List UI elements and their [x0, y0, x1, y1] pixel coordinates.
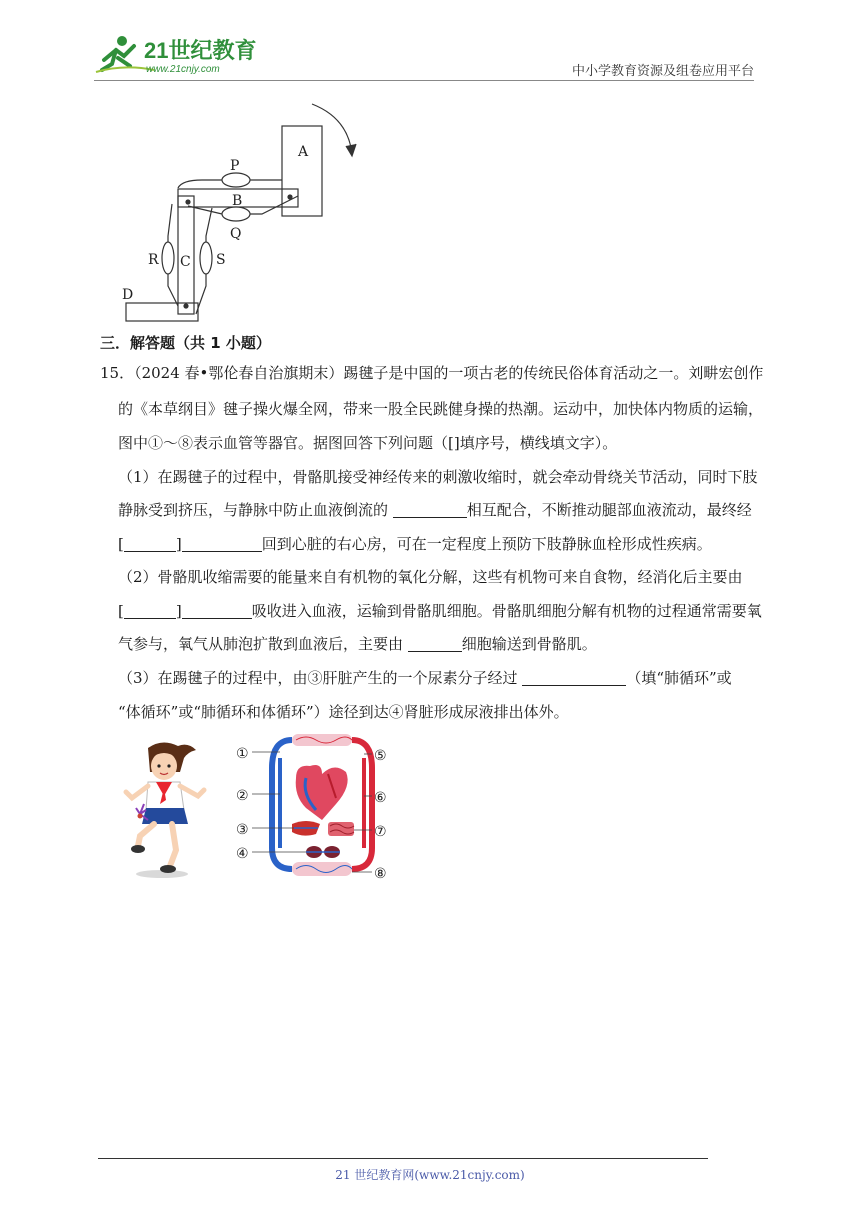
site-logo [94, 34, 264, 78]
label-B: B [232, 193, 243, 209]
bracket-close: ] [175, 602, 182, 620]
bracket-open: [ [118, 602, 124, 620]
answer-blank-4[interactable] [124, 604, 176, 619]
part1-text-b: 相互配合，不断推动腿部血液流动，最终经 [466, 501, 752, 519]
intestine-icon [328, 822, 354, 836]
question-line-1: 15．（2024 春•鄂伦春自治旗期末）踢毽子是中国的一项古老的传统民俗体育活动之一。刘畊宏创作 [100, 364, 764, 382]
part2-line-3 [118, 637, 597, 652]
part2-line-2 [118, 604, 762, 619]
question-line-3: 图中①～⑧表示血管等器官。据图回答下列问题（[]填序号，横线填文字）。 [118, 434, 618, 452]
label-P: P [230, 158, 240, 174]
part3-text-b: （填“肺循环”或 [626, 669, 732, 687]
answer-blank-5[interactable] [182, 604, 252, 619]
answer-blank-3[interactable] [182, 537, 262, 552]
logo-url: www.21cnjy.com [146, 64, 220, 75]
girl-kicking-shuttlecock-illustration [118, 738, 214, 880]
circ-label-4: ④ [236, 846, 249, 862]
question-line-2: 的《本草纲目》毽子操火爆全网，带来一股全民跳健身操的热潮。运动中，加快体内物质的运输， [118, 400, 764, 418]
header-divider [94, 80, 754, 81]
part1-line-3 [118, 537, 712, 552]
circ-label-1: ① [236, 746, 249, 762]
label-A: A [298, 144, 309, 160]
label-Q: Q [230, 226, 242, 242]
heart-icon [296, 765, 348, 820]
circ-label-8: ⑧ [374, 866, 387, 882]
circ-label-3: ③ [236, 822, 249, 838]
part3-line-1 [118, 671, 732, 686]
label-R: R [148, 252, 159, 268]
part2-text-b: 气参与，氧气从肺泡扩散到血液后，主要由 [118, 635, 408, 653]
circ-label-2: ② [236, 788, 249, 804]
lever-diagram [112, 96, 372, 326]
circ-label-5: ⑤ [374, 748, 387, 764]
label-C: C [180, 254, 191, 270]
logo-text: 21世纪教育 [144, 38, 257, 63]
circ-label-7: ⑦ [374, 824, 387, 840]
answer-blank-6[interactable] [408, 637, 462, 652]
body-capillary-icon [292, 862, 352, 876]
lung-capillary-icon [292, 734, 352, 746]
platform-name: 中小学教育资源及组卷应用平台 [571, 64, 754, 79]
label-D: D [122, 287, 134, 303]
liver-icon [292, 821, 320, 836]
footer-text: 21 世纪教育网(www.21cnjy.com) [335, 1168, 525, 1182]
blood-circulation-diagram [236, 728, 392, 888]
answer-blank-7[interactable] [522, 671, 626, 686]
part1-line-1: （1）在踢毽子的过程中，骨骼肌接受神经传来的刺激收缩时，就会牵动骨绕关节活动，同时下肢 [118, 468, 758, 486]
part1-text-a: 静脉受到挤压，与静脉中防止血液倒流的 [118, 501, 393, 519]
bracket-close: ] [175, 535, 182, 553]
part1-text-c: 回到心脏的右心房，可在一定程度上预防下肢静脉血栓形成性疾病。 [261, 535, 712, 553]
kidney-icon [306, 846, 340, 858]
circ-label-6: ⑥ [374, 790, 387, 806]
part3-line-2: “体循环”或“肺循环和体循环”）途径到达④肾脏形成尿液排出体外。 [118, 703, 569, 721]
part3-text-a: （3）在踢毽子的过程中，由③肝脏产生的一个尿素分子经过 [118, 669, 523, 687]
part2-line-1: （2）骨骼肌收缩需要的能量来自有机物的氧化分解，这些有机物可来自食物，经消化后主要由 [118, 568, 743, 586]
part1-line-2 [118, 503, 752, 518]
section-title: 三．解答题（共 1 小题） [100, 334, 271, 352]
footer-divider [98, 1158, 708, 1159]
answer-blank-1[interactable] [393, 503, 467, 518]
answer-blank-2[interactable] [124, 537, 176, 552]
label-S: S [216, 252, 226, 268]
part2-text-a: 吸收进入血液，运输到骨骼肌细胞。骨骼肌细胞分解有机物的过程通常需要氧 [251, 602, 762, 620]
bracket-open: [ [118, 535, 124, 553]
part2-text-c: 细胞输送到骨骼肌。 [461, 635, 597, 653]
